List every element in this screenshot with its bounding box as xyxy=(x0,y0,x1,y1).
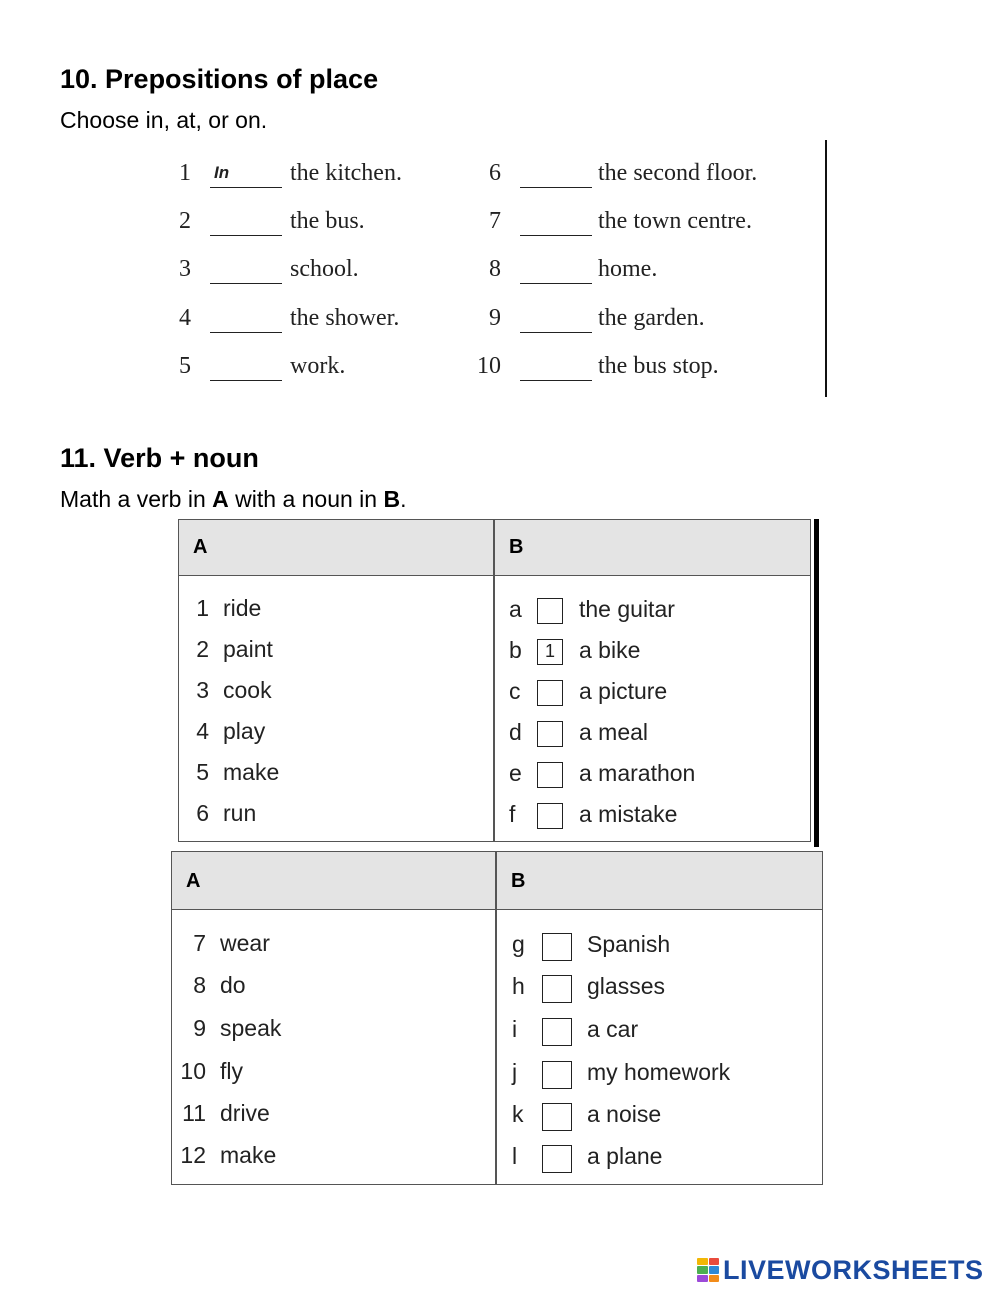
answer-box[interactable] xyxy=(542,1018,572,1046)
answer-box[interactable] xyxy=(537,680,563,706)
table-header xyxy=(179,520,810,576)
column-a-header: A xyxy=(186,870,201,892)
answer-blank[interactable] xyxy=(210,305,282,333)
liveworksheets-logo-icon xyxy=(697,1258,719,1282)
column-a-header: A xyxy=(193,536,208,558)
answer-box[interactable] xyxy=(542,975,572,1003)
answer-blank[interactable] xyxy=(210,208,282,236)
liveworksheets-logo[interactable] xyxy=(697,1254,984,1286)
answer-box[interactable] xyxy=(537,721,563,747)
answer-blank[interactable]: In xyxy=(210,160,282,188)
divider-line xyxy=(825,140,827,397)
section-10-instruction: Choose in, at, or on. xyxy=(60,107,268,133)
answer-box[interactable]: 1 xyxy=(537,639,563,665)
answer-box[interactable] xyxy=(542,1061,572,1089)
column-b-header: B xyxy=(511,870,526,892)
answer-blank[interactable] xyxy=(210,353,282,381)
answer-box[interactable] xyxy=(542,1145,572,1173)
section-11-instruction: Math a verb in A with a noun in B. xyxy=(60,486,407,512)
logo-text: LIVEWORKSHEETS xyxy=(723,1254,984,1285)
section-10-title: 10. Prepositions of place xyxy=(60,64,379,94)
answer-blank[interactable] xyxy=(210,256,282,284)
answer-box[interactable] xyxy=(542,1103,572,1131)
answer-blank[interactable] xyxy=(520,208,592,236)
table-header xyxy=(172,852,822,910)
answer-blank[interactable] xyxy=(520,353,592,381)
section-11-title: 11. Verb + noun xyxy=(60,443,259,473)
answer-box[interactable] xyxy=(537,762,563,788)
column-b-header: B xyxy=(509,536,524,558)
answer-blank[interactable] xyxy=(520,256,592,284)
divider-line xyxy=(814,519,819,847)
match-table-2: A B 7 wear 8 do 9 speak 10 fly 11 drive 12 make g Spanish h glasses i a car j my homework k a noise l a plane xyxy=(171,851,823,1185)
answer-box[interactable] xyxy=(537,598,563,624)
prepositions-exercise: 1 In the kitchen. 2 the bus. 3 school. 4 the shower. 5 work. 6 the second floor. 7 the town centre. 8 home. 9 the garden. 10 the bus stop. xyxy=(172,140,827,397)
answer-box[interactable] xyxy=(542,933,572,961)
answer-blank[interactable] xyxy=(520,160,592,188)
answer-box[interactable] xyxy=(537,803,563,829)
match-table-1: A B 1 ride 2 paint 3 cook 4 play 5 make 6 run a the guitar b 1 a bike c a picture d a meal e a marathon f a mistake xyxy=(178,519,811,842)
answer-blank[interactable] xyxy=(520,305,592,333)
